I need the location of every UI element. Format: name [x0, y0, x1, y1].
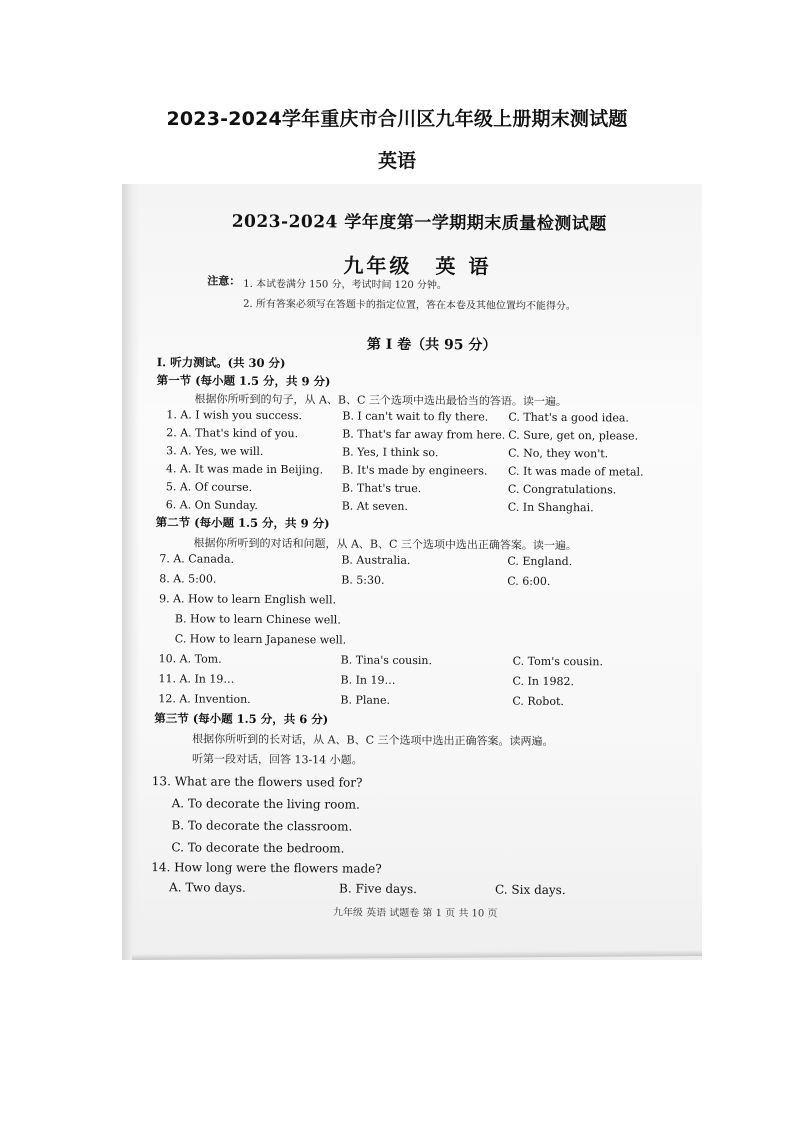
question-row	[145, 592, 685, 614]
option-a: 7. A. Canada.	[159, 552, 235, 566]
option-a: 2. A. That's kind of you.	[166, 426, 299, 441]
section2-title: 第二节 (每小题 1.5 分，共 9 分)	[155, 515, 330, 531]
question-14-option-a: A. Two days.	[169, 880, 246, 895]
question-row	[145, 632, 685, 654]
option-a: 12. A. Invention.	[158, 692, 251, 706]
question-14-option-b: B. Five days.	[339, 881, 418, 897]
section2-instruction: 根据你所听到的对话和问题，从 A、B、C 三个选项中选出正确答案。读一遍。	[193, 536, 577, 553]
question-13-option-b: B. To decorate the classroom.	[171, 818, 353, 834]
option-c: C. In 1982.	[512, 674, 575, 689]
question-14-option-c: C. Six days.	[495, 882, 566, 898]
part-title: 第 I 卷（共 95 分）	[366, 336, 497, 354]
note-item: 1. 本试卷满分 150 分，考试时间 120 分钟。	[243, 278, 447, 292]
notes-label: 注意：	[207, 274, 241, 288]
question-row	[145, 572, 685, 594]
option-a: 11. A. In 19…	[158, 672, 235, 686]
question-row	[144, 672, 684, 694]
option-b: B. Yes, I think so.	[342, 445, 439, 460]
question-13-option-a: A. To decorate the living room.	[171, 796, 360, 812]
question-row	[143, 880, 683, 902]
option-c: C. It was made of metal.	[507, 464, 644, 479]
option-b: B. 5:30.	[341, 573, 385, 587]
exam-title: 2023-2024 学年度第一学期期末质量检测试题	[231, 211, 607, 235]
question-row	[143, 860, 683, 882]
question-row	[145, 612, 685, 634]
option-b: B. That's far away from here.	[342, 427, 506, 442]
section1-instruction: 根据你所听到的句子，从 A、B、C 三个选项中选出最恰当的答语。读一遍。	[194, 392, 567, 409]
option-a: 3. A. Yes, we will.	[166, 444, 264, 458]
question-row	[143, 818, 683, 840]
option-b: B. I can't wait to fly there.	[342, 409, 489, 424]
option-c: C. Sure, get on, please.	[508, 428, 639, 443]
option-b: B. That's true.	[341, 481, 422, 496]
question-row	[143, 840, 683, 862]
option-c: C. England.	[507, 554, 573, 569]
exam-page-content	[143, 184, 688, 960]
question-14-stem: 14. How long were the flowers made?	[151, 860, 382, 876]
option-c: C. In Shanghai.	[507, 500, 594, 515]
option-c: C. Tom's cousin.	[512, 654, 604, 669]
option-a: 1. A. I wish you success.	[166, 408, 303, 423]
note-item: 2. 所有答案必须写在答题卡的指定位置，答在本卷及其他位置均不能得分。	[243, 298, 576, 313]
option-c: C. That's a good idea.	[508, 410, 630, 425]
scanned-exam-page	[122, 184, 702, 960]
question-13-stem: 13. What are the flowers used for?	[151, 774, 363, 790]
section3-instruction-2: 听第一段对话，回答 13-14 小题。	[191, 752, 363, 767]
option-a: 10. A. Tom.	[158, 652, 222, 666]
option-b: B. It's made by engineers.	[341, 463, 488, 478]
question-row	[144, 796, 684, 818]
option-b: B. In 19…	[340, 673, 396, 687]
option-a: 5. A. Of course.	[165, 480, 253, 494]
page-footer: 九年级 英语 试题卷 第 1 页 共 10 页	[332, 907, 498, 920]
section1-title: 第一节 (每小题 1.5 分，共 9 分)	[156, 373, 331, 389]
option-b: B. Australia.	[341, 553, 411, 567]
option-c: C. 6:00.	[507, 574, 551, 588]
option-c: C. Robot.	[512, 694, 564, 709]
question-9-option-a: 9. A. How to learn English well.	[159, 592, 337, 607]
question-row	[145, 652, 685, 674]
option-b: B. At seven.	[341, 499, 409, 513]
section3-title: 第三节 (每小题 1.5 分，共 6 分)	[154, 711, 329, 727]
document-title: 2023-2024学年重庆市合川区九年级上册期末测试题	[166, 108, 628, 130]
option-a: 8. A. 5:00.	[159, 572, 217, 586]
question-9-option-b: B. How to learn Chinese well.	[174, 612, 341, 627]
section3-instruction: 根据你所听到的长对话，从 A、B、C 三个选项中选出正确答案。读两遍。	[192, 732, 554, 748]
option-c: C. No, they won't.	[508, 446, 609, 461]
option-c: C. Congratulations.	[507, 482, 617, 497]
section-listening-title: I. 听力测试。(共 30 分)	[156, 355, 286, 371]
option-b: B. Tina's cousin.	[340, 653, 433, 668]
question-9-option-c: C. How to learn Japanese well.	[174, 632, 347, 647]
document-subject: 英语	[377, 150, 416, 172]
question-row	[145, 552, 685, 574]
grade-subject-title: 九年级 英 语	[343, 253, 492, 279]
option-b: B. Plane.	[340, 693, 391, 707]
option-a: 6. A. On Sunday.	[165, 498, 258, 512]
option-a: 4. A. It was made in Beijing.	[165, 462, 324, 477]
question-row	[144, 774, 684, 796]
question-13-option-c: C. To decorate the bedroom.	[171, 840, 345, 856]
scan-page-edge	[122, 184, 140, 960]
